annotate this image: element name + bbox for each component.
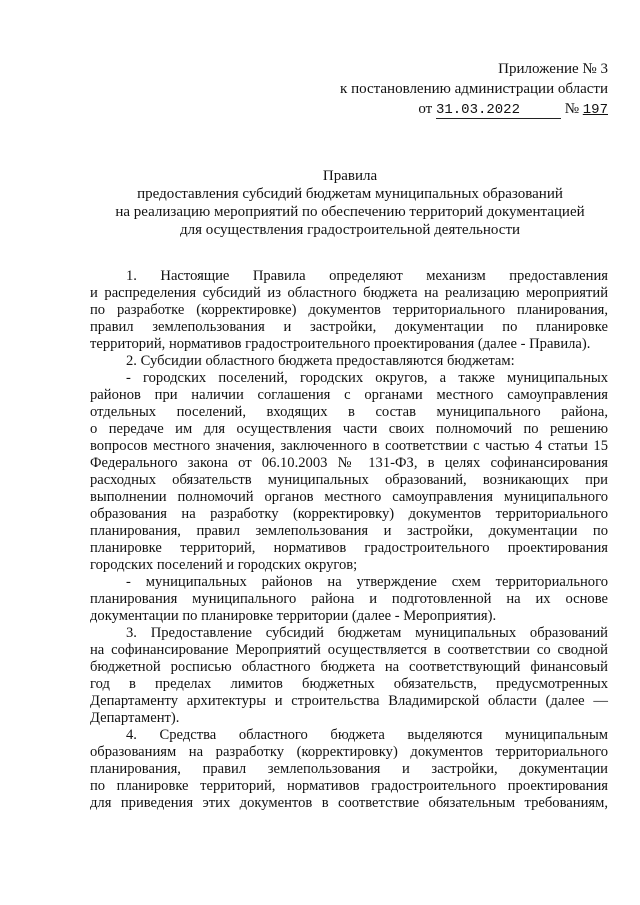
body-line: и распределения субсидий из областного бюджета на реализацию мероприятий (90, 285, 608, 301)
body-line: 3. Предоставление субсидий бюджетам муниципальных образований (126, 625, 608, 641)
body-line: по разработке (корректировке) документов территориального планирования, (90, 302, 608, 318)
body-line: расходных обязательств муниципальных образований, возникающих при (90, 472, 608, 488)
body-line: планирования муниципального района и подготовленной на их основе (90, 591, 608, 607)
body-line: 1. Настоящие Правила определяют механизм предоставления (126, 268, 608, 284)
annex-header (0, 59, 608, 120)
body-line: планирования, правил землепользования и застройки, документации (90, 761, 608, 777)
body-line: планировке территорий, нормативов градостроительного проектирования (90, 540, 608, 556)
annex-date-field (436, 102, 561, 119)
body-line: правил землепользования и застройки, документации по планировке (90, 319, 608, 335)
annex-date: 31.03.2022 (435, 102, 520, 118)
annex-date-number (0, 99, 608, 120)
body-line: образования на разработку (корректировку) документов территориального (90, 506, 608, 522)
annex-title: Приложение № 3 (498, 61, 608, 77)
annex-number-label: № (564, 101, 580, 117)
annex-number: 197 (582, 102, 608, 118)
body-line: 2. Субсидии областного бюджета предоставляются бюджетам: (126, 353, 515, 369)
body-line: вопросов местного значения, заключенного в соответствии с частью 4 статьи 15 (90, 438, 608, 454)
body-line: городских поселений и городских округов; (90, 557, 358, 573)
body-line: отдельных поселений, входящих в состав муниципального района, (90, 404, 608, 420)
document-title (90, 167, 610, 239)
body-line: на софинансирование Мероприятий осуществляется в соответствии со сводной (90, 642, 608, 658)
body-line: выполнении полномочий органов местного самоуправления муниципального (90, 489, 608, 505)
body-line: документации по планировке территории (далее - Мероприятия). (90, 608, 497, 624)
body-line: Федерального закона от 06.10.2003 № 131-ФЗ, в целях софинансирования (90, 455, 608, 471)
body-line: районов при наличии соглашения с органами местного самоуправления (90, 387, 608, 403)
body-line: год в пределах лимитов бюджетных обязательств, предусмотренных (90, 676, 608, 692)
body-line: - городских поселений, городских округов, а также муниципальных (126, 370, 608, 386)
title-line-3: на реализацию мероприятий по обеспечению территорий документацией (115, 204, 585, 220)
body-line: по планировке территорий, нормативов градостроительного проектирования (90, 778, 608, 794)
body-line: бюджетной росписью областного бюджета на соответствующий финансовый (90, 659, 608, 675)
title-line-2: предоставления субсидий бюджетам муниципальных образований (137, 186, 563, 202)
title-line-4: для осуществления градостроительной деятельности (179, 222, 521, 238)
annex-reference: к постановлению администрации области (340, 81, 608, 97)
body-line: 4. Средства областного бюджета выделяются муниципальным (126, 727, 608, 743)
body-line: планирования, правил землепользования и застройки, документации по (90, 523, 608, 539)
annex-from-label: от (418, 101, 433, 117)
document-body (90, 268, 608, 812)
body-line: - муниципальных районов на утверждение схем территориального (126, 574, 608, 590)
body-line: территорий, нормативов градостроительного проектирования (далее - Правила). (90, 336, 591, 352)
body-line: образованиям на разработку (корректировку) документов территориального (90, 744, 608, 760)
title-line-1: Правила (322, 168, 378, 184)
body-line: Департамент). (90, 710, 180, 726)
body-line: для приведения этих документов в соответствие обязательным требованиям, (90, 795, 608, 811)
body-line: Департаменту архитектуры и строительства Владимирской области (далее — (90, 693, 608, 709)
body-line: о передаче им для осуществления части своих полномочий по решению (90, 421, 608, 437)
